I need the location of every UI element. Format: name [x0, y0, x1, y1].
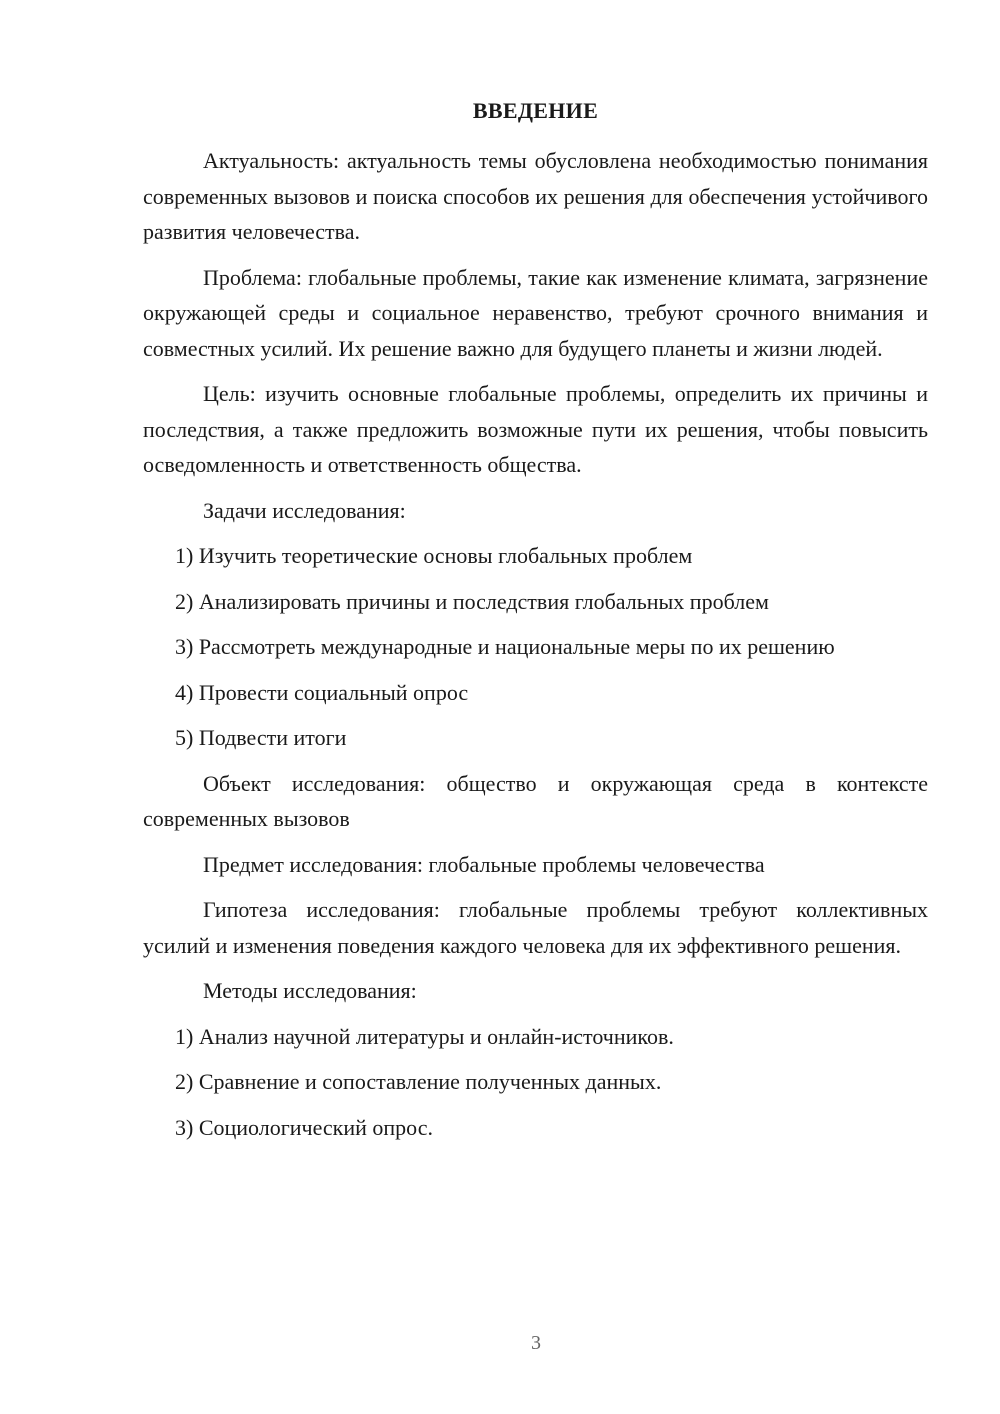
- relevance-paragraph: Актуальность: актуальность темы обусловлена необходимостью понимания современных вызовов и поиска способов их решения для обеспечения устойчивого развития человечества.: [143, 148, 928, 244]
- method-item: 1) Анализ научной литературы и онлайн-источников.: [175, 1023, 674, 1049]
- hypothesis-paragraph: Гипотеза исследования: глобальные проблемы требуют коллективных усилий и изменения поведения каждого человека для их эффективного решения.: [143, 897, 928, 958]
- task-item: 2) Анализировать причины и последствия глобальных проблем: [175, 588, 769, 614]
- problem-paragraph: Проблема: глобальные проблемы, такие как изменение климата, загрязнение окружающей среды и социальное неравенство, требуют срочного внимания и совместных усилий. Их решение важно для будущего планеты и жизни людей.: [143, 264, 928, 361]
- method-item: 2) Сравнение и сопоставление полученных данных.: [175, 1069, 662, 1094]
- tasks-heading: Задачи исследования:: [203, 497, 406, 523]
- task-item: 1) Изучить теоретические основы глобальных проблем: [175, 543, 693, 568]
- methods-heading: Методы исследования:: [203, 978, 417, 1003]
- task-item: 4) Провести социальный опрос: [175, 679, 469, 705]
- task-item: 3) Рассмотреть международные и национальные меры по их решению: [175, 634, 835, 659]
- subject-paragraph: Предмет исследования: глобальные проблемы человечества: [203, 851, 765, 877]
- object-paragraph: Объект исследования: общество и окружающая среда в контексте современных вызовов: [143, 770, 928, 831]
- method-item: 3) Социологический опрос.: [175, 1114, 433, 1140]
- task-item: 5) Подвести итоги: [175, 725, 347, 750]
- page-number: 3: [531, 1332, 541, 1354]
- goal-paragraph: Цель: изучить основные глобальные проблемы, определить их причины и последствия, а также предложить возможные пути их решения, чтобы повысить осведомленность и ответственность общества.: [143, 381, 928, 477]
- document-body: [143, 143, 928, 1155]
- section-title: ВВЕДЕНИЕ: [472, 98, 599, 123]
